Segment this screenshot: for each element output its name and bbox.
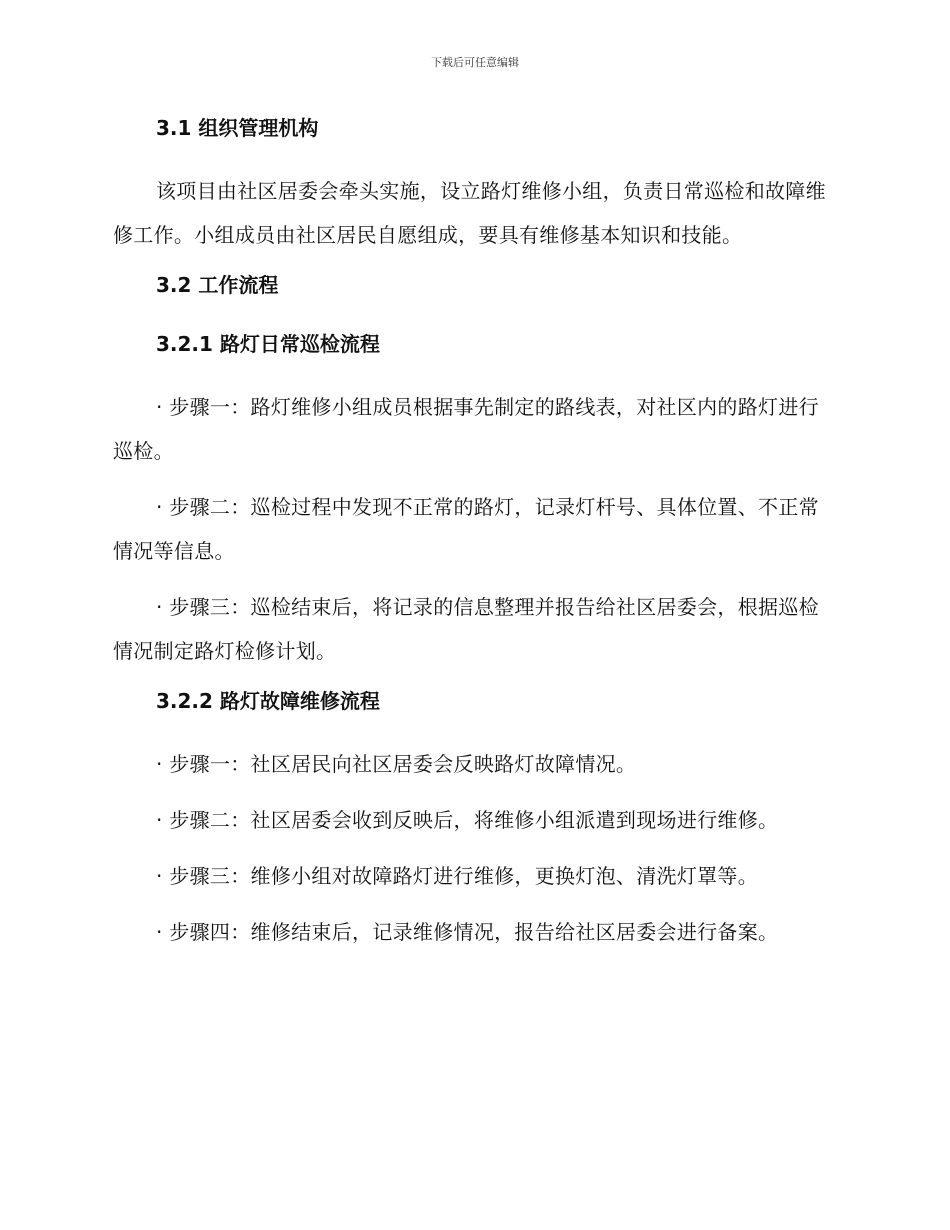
patrol-step-3: · 步骤三：巡检结束后，将记录的信息整理并报告给社区居委会，根据巡检情况制定路灯检修计划。 xyxy=(113,595,819,663)
header-note: 下载后可任意编辑 xyxy=(431,56,519,69)
patrol-step-2: · 步骤二：巡检过程中发现不正常的路灯，记录灯杆号、具体位置、不正常情况等信息。 xyxy=(113,495,819,563)
repair-step-3: · 步骤三：维修小组对故障路灯进行维修，更换灯泡、清洗灯罩等。 xyxy=(156,864,759,888)
patrol-step-1: · 步骤一：路灯维修小组成员根据事先制定的路线表，对社区内的路灯进行巡检。 xyxy=(113,395,819,463)
section-3-1-title: 3.1 组织管理机构 xyxy=(156,116,319,140)
section-3-2-1-title: 3.2.1 路灯日常巡检流程 xyxy=(156,332,380,356)
repair-step-2: · 步骤二：社区居委会收到反映后，将维修小组派遣到现场进行维修。 xyxy=(156,808,779,832)
section-3-2-title: 3.2 工作流程 xyxy=(156,273,279,297)
section-3-1-paragraph: 该项目由社区居委会牵头实施，设立路灯维修小组，负责日常巡检和故障维修工作。小组成员由社区居民自愿组成，要具有维修基本知识和技能。 xyxy=(113,179,826,247)
repair-step-1: · 步骤一：社区居民向社区居委会反映路灯故障情况。 xyxy=(156,752,637,776)
repair-step-4: · 步骤四：维修结束后，记录维修情况，报告给社区居委会进行备案。 xyxy=(156,920,779,944)
document-body xyxy=(113,112,833,954)
section-3-2-2-title: 3.2.2 路灯故障维修流程 xyxy=(156,689,380,713)
